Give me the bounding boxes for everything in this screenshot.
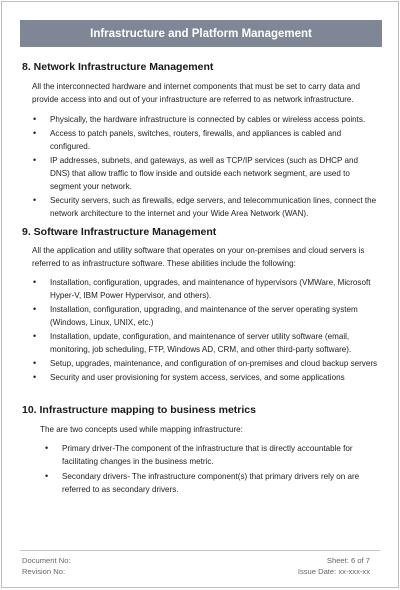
page-footer — [22, 555, 370, 577]
document-page — [1, 1, 399, 588]
sheet-number: Sheet: 6 of 7 — [326, 556, 370, 565]
list-item: • Security servers, such as firewalls, edge servers, and telecommunication lines, connect the network architecture to the internet and your Wide Area Network (WAN). — [32, 194, 380, 220]
list-item: • Setup, upgrades, maintenance, and configuration of on-premises and cloud backup servers — [32, 357, 380, 370]
header-banner — [20, 20, 382, 47]
document-number: Document No: — [22, 556, 71, 565]
revision-number: Revision No: — [22, 567, 66, 576]
document-title: Infrastructure and Platform Management — [90, 27, 312, 40]
list-item: • Access to patch panels, switches, routers, firewalls, and appliances is cabled and configured. — [32, 127, 380, 153]
list-item: • Installation, configuration, upgrading, and maintenance of the server operating system (Windows, Linux, UNIX, etc.) — [32, 303, 380, 329]
list-item: • IP addresses, subnets, and gateways, as well as TCP/IP services (such as DHCP and DNS) that allow traffic to flow inside and outside each network segment, are used to segment your network. — [32, 154, 380, 193]
section-10-intro: The are two concepts used while mapping infrastructure: — [40, 425, 243, 434]
section-8-bullets — [22, 113, 380, 220]
section-9-bullets — [22, 276, 380, 384]
footer-divider — [20, 550, 380, 551]
section-9-intro: All the application and utility software that operates on your on-premises and cloud servers is referred to as infrastructure software. These abilities include the following: — [32, 246, 365, 268]
list-item: • Security and user provisioning for system access, services, and some applications — [32, 371, 380, 384]
list-item: • Installation, update, configuration, and maintenance of server utility software (email, monitoring, job scheduling, FTP, Windows AD, CRM, and other third-party software). — [32, 330, 380, 356]
list-item: • Installation, configuration, upgrades, and maintenance of hypervisors (VMWare, Microsoft Hyper-V, IBM Power Hypervisor, and others). — [32, 276, 380, 302]
section-8-intro: All the interconnected hardware and internet components that must be set to carry data and provide access into and out of your infrastructure are referred to as network infrastructure. — [32, 82, 360, 104]
issue-date: Issue Date: xx-xxx-xx — [297, 567, 370, 576]
list-item: • Secondary drivers- The infrastructure component(s) that primary drivers rely on are referred to as secondary drivers. — [44, 470, 380, 496]
section-8-heading: 8. Network Infrastructure Management — [22, 61, 214, 73]
section-10-heading: 10. Infrastructure mapping to business metrics — [22, 404, 256, 416]
section-9-heading: 9. Software Infrastructure Management — [22, 226, 217, 238]
document-body — [22, 54, 380, 498]
list-item: • Primary driver-The component of the infrastructure that is directly accountable for facilitating changes in the business metric. — [44, 442, 380, 468]
section-10-bullets — [22, 442, 380, 496]
list-item: • Physically, the hardware infrastructure is connected by cables or wireless access points. — [32, 113, 380, 126]
